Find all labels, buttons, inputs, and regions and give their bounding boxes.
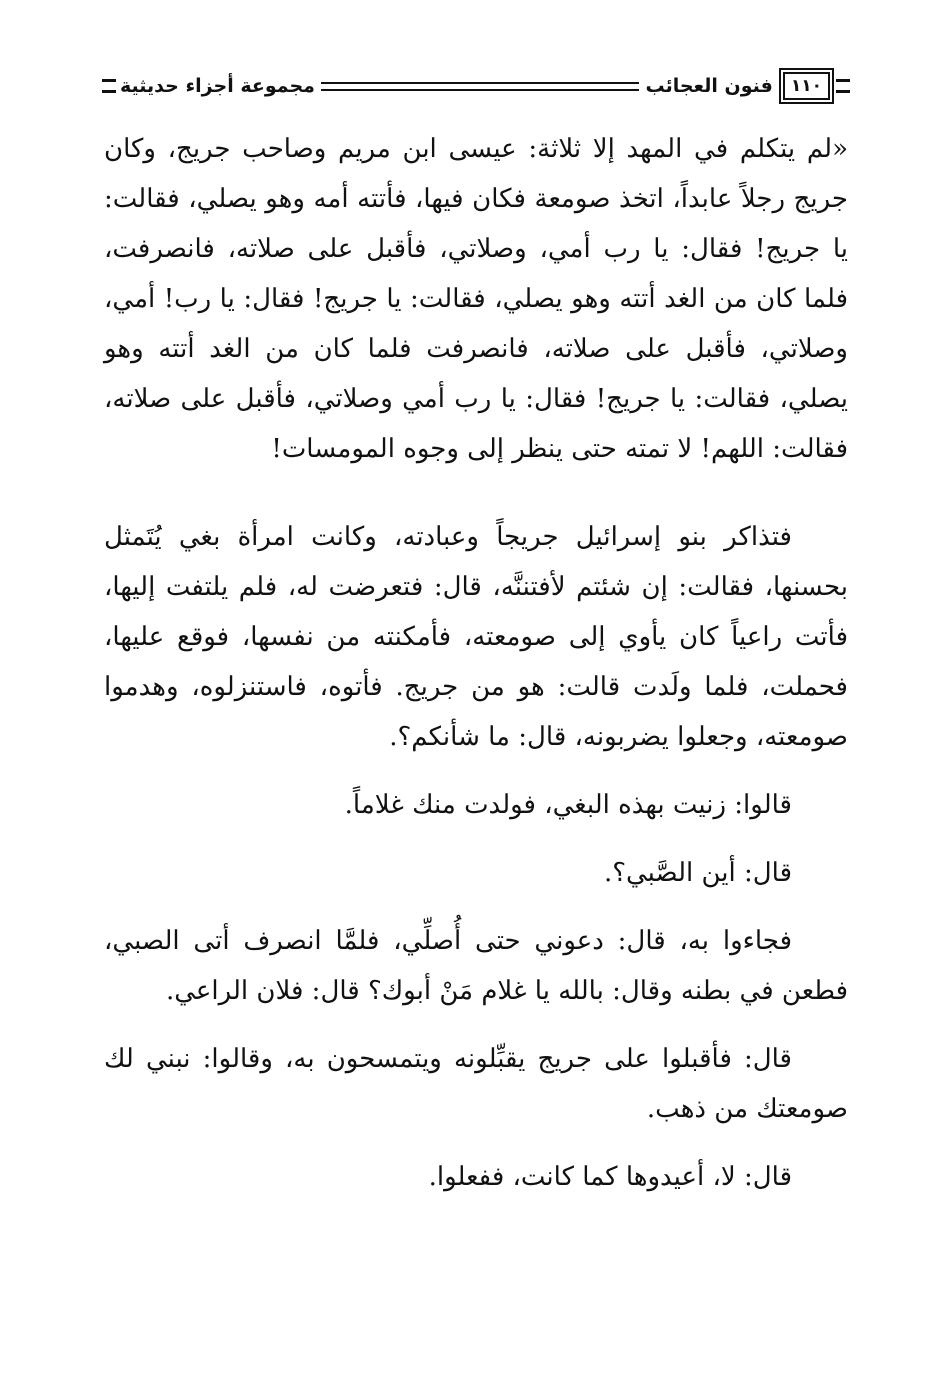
paragraph-story: فتذاكر بنو إسرائيل جريجاً وعبادته، وكانت امرأة بغي يُتَمثل بحسنها، فقالت: إن شئتم لأفتننَّه، قال: فتعرضت له، فلم يلتفت إليها، فأتت راعياً كان يأوي إلى صومعته، فأمكنته من نفسها، فوقع عليها، فحملت، فلما ولَدت قالت: هو من جريج. فأتوه، فاستنزلوه، وهدموا صومعته، وجعلوا يضربونه، قال: ما شأنكم؟.: [104, 522, 848, 752]
header-ornament-right: [836, 79, 850, 93]
paragraph-infant-speaks: فجاءوا به، قال: دعوني حتى أُصلِّي، فلمَّا انصرف أتى الصبي، فطعن في بطنه وقال: بالله يا غلام مَنْ أبوك؟ قال: فلان الراعي.: [104, 926, 848, 1006]
header-rule: [321, 82, 640, 91]
paragraph-question: قال: أين الصَّبي؟.: [603, 858, 792, 888]
page-number: ١١٠: [783, 72, 830, 100]
header-ornament-left: [102, 79, 116, 93]
book-title: فنون العجائب: [645, 75, 773, 97]
paragraph-accusation: قالوا: زنيت بهذه البغي، فولدت منك غلاماً.: [344, 790, 792, 820]
collection-title: مجموعة أجزاء حديثية: [120, 75, 315, 97]
paragraph-hadith: «لم يتكلم في المهد إلا ثلاثة: عيسى ابن مريم وصاحب جريج، وكان جريج رجلاً عابداً، اتخذ صومعة فكان فيها، فأتته أمه وهو يصلي، فقالت: يا جريج! فقال: يا رب أمي، وصلاتي، فأقبل على صلاته، فانصرفت، فلما كان من الغد أتته وهو يصلي، فقالت: يا جريج! فقال: يا رب! أمي، وصلاتي، فأقبل على صلاته، فانصرفت فلما كان من الغد أتته وهو يصلي، فقالت: يا جريج! فقال: يا رب أمي وصلاتي، فأقبل على صلاته، فقالت: اللهم! لا تمته حتى ينظر إلى وجوه المومسات!: [104, 134, 849, 464]
paragraph-offer: قال: فأقبلوا على جريج يقبِّلونه ويتمسحون به، وقالوا: نبني لك صومعتك من ذهب.: [104, 1044, 848, 1124]
paragraph-reply: قال: لا، أعيدوها كما كانت، ففعلوا.: [428, 1162, 792, 1192]
body-text: [104, 124, 848, 1202]
running-header: [102, 66, 850, 106]
